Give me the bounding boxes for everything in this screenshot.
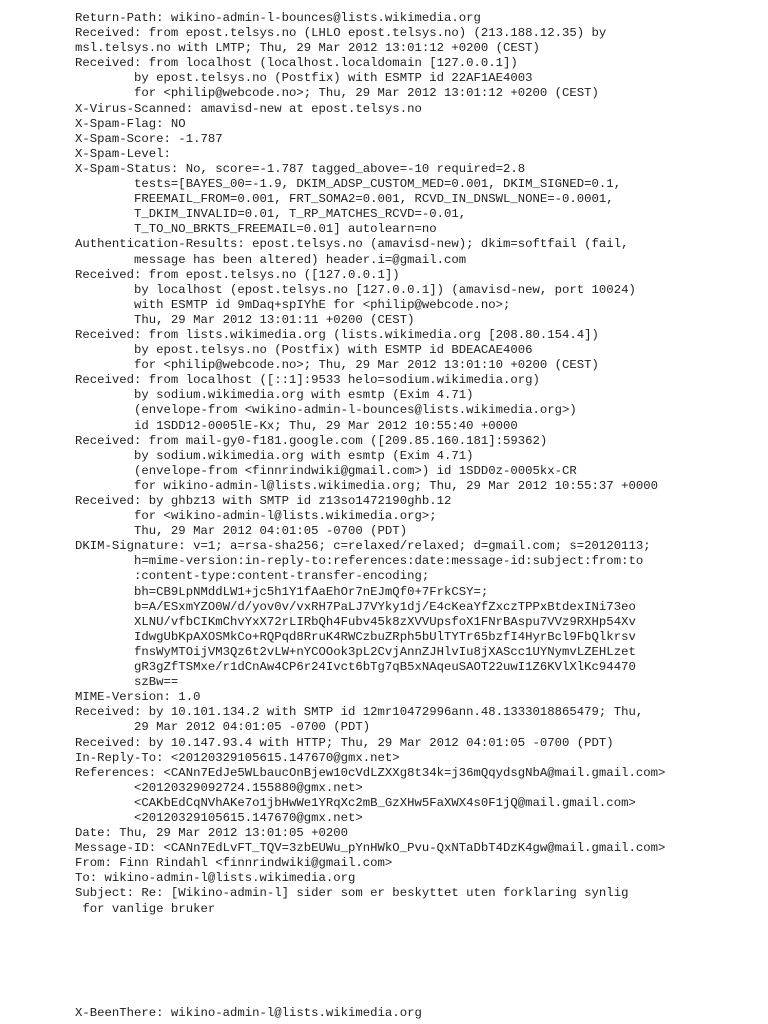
email-header-line: for <philip@webcode.no>; Thu, 29 Mar 2012 13:01:10 +0200 (CEST) [75, 358, 599, 373]
email-header-line: by epost.telsys.no (Postfix) with ESMTP id 22AF1AE4003 [75, 71, 533, 86]
email-header-line: with ESMTP id 9mDaq+spIYhE for <philip@webcode.no>; [75, 297, 511, 312]
email-header-line: for <philip@webcode.no>; Thu, 29 Mar 2012 13:01:12 +0200 (CEST) [75, 86, 599, 101]
email-header-line: <20120329105615.147670@gmx.net> [75, 810, 363, 825]
email-header-line: To: wikino-admin-l@lists.wikimedia.org [75, 871, 356, 886]
email-header-line: bh=CB9LpNMddLW1+jc5h1Y1fAaEhOr7nEJmQf0+7FrkCSY=; [75, 584, 489, 599]
email-header-line: Received: by 10.147.93.4 with HTTP; Thu, 29 Mar 2012 04:01:05 -0700 (PDT) [75, 735, 614, 750]
x-beenthere-header-line: X-BeenThere: wikino-admin-l@lists.wikimedia.org [75, 1006, 422, 1020]
email-header-line: (envelope-from <wikino-admin-l-bounces@lists.wikimedia.org>) [75, 403, 577, 418]
email-header-line: In-Reply-To: <20120329105615.147670@gmx.net> [75, 750, 400, 765]
email-header-line: for wikino-admin-l@lists.wikimedia.org; Thu, 29 Mar 2012 10:55:37 +0000 [75, 478, 658, 493]
email-header-line: gR3gZfTSMxe/r1dCnAw4CP6r24Ivct6bTg7qB5xNAqeuSAOT22uwI1Z6KVlXlKc94470 [75, 660, 636, 675]
email-header-line: X-Spam-Level: [75, 146, 171, 161]
email-header-line: message has been altered) header.i=@gmail.com [75, 252, 467, 267]
email-header-line: Received: by ghbz13 with SMTP id z13so1472190ghb.12 [75, 494, 452, 508]
email-header-line: IdwgUbKpAXOSMkCo+RQPqd8RruK4RWCzbuZRph5bUlTYTr65bzfI4HyrBcl9FbQlkrsv [75, 629, 636, 644]
email-header-line: Thu, 29 Mar 2012 13:01:11 +0200 (CEST) [75, 312, 415, 327]
email-header-line: szBw== [75, 675, 179, 690]
email-header-line: id 1SDD12-0005lE-Kx; Thu, 29 Mar 2012 10:55:40 +0000 [75, 418, 518, 433]
email-header-line: Subject: Re: [Wikino-admin-l] sider som er beskyttet uten forklaring synlig [75, 886, 629, 901]
email-header-line: X-Virus-Scanned: amavisd-new at epost.telsys.no [75, 101, 422, 116]
email-header-line: Received: from mail-gy0-f181.google.com ([209.85.160.181]:59362) [75, 433, 548, 448]
email-header-line: tests=[BAYES_00=-1.9, DKIM_ADSP_CUSTOM_MED=0.001, DKIM_SIGNED=0.1, [75, 177, 622, 192]
email-header-line: X-Spam-Flag: NO [75, 116, 186, 131]
email-header-line: by epost.telsys.no (Postfix) with ESMTP id BDEACAE4006 [75, 343, 533, 358]
email-header-line: References: <CANn7EdJe5WLbaucOnBjew10cVdLZXXg8t34k=j36mQqydsgNbA@mail.gmail.com> [75, 765, 666, 780]
email-header-line: Received: from epost.telsys.no (LHLO epost.telsys.no) (213.188.12.35) by [75, 26, 607, 41]
email-header-line: <CAKbEdCqNVhAKe7o1jbHwWe1YRqXc2mB_GzXHw5FaXWX4s0F1jQ@mail.gmail.com> [75, 795, 636, 810]
email-header-line: X-Spam-Status: No, score=-1.787 tagged_above=-10 required=2.8 [75, 161, 526, 176]
email-header-line: for vanlige bruker [75, 901, 216, 916]
email-header-line: T_TO_NO_BRKTS_FREEMAIL=0.01] autolearn=no [75, 222, 437, 237]
email-header-line: Thu, 29 Mar 2012 04:01:05 -0700 (PDT) [75, 524, 408, 539]
email-header-line: fnsWyMTOijVM3Qz6t2vLW+nYCOOok3pL2CvjAnnZJHlvIu8jXAScc1UYNymvLZEHLzet [75, 644, 636, 659]
email-header-line: by sodium.wikimedia.org with esmtp (Exim 4.71) [75, 448, 474, 463]
email-header-line: FREEMAIL_FROM=0.001, FRT_SOMA2=0.001, RCVD_IN_DNSWL_NONE=-0.0001, [75, 192, 614, 207]
email-header-line: Received: from localhost (localhost.localdomain [127.0.0.1]) [75, 56, 518, 71]
email-header-line: DKIM-Signature: v=1; a=rsa-sha256; c=relaxed/relaxed; d=gmail.com; s=20120113; [75, 539, 651, 554]
email-header-line: T_DKIM_INVALID=0.01, T_RP_MATCHES_RCVD=-0.01, [75, 207, 467, 222]
email-header-line: <20120329092724.155880@gmx.net> [75, 780, 363, 795]
email-header-line: (envelope-from <finnrindwiki@gmail.com>) id 1SDD0z-0005kx-CR [75, 463, 577, 478]
email-header-line: Return-Path: wikino-admin-l-bounces@lists.wikimedia.org [75, 11, 481, 25]
email-header-line: h=mime-version:in-reply-to:references:date:message-id:subject:from:to [75, 554, 644, 569]
email-header-line: Authentication-Results: epost.telsys.no (amavisd-new); dkim=softfail (fail, [75, 237, 629, 252]
email-header-line: X-Spam-Score: -1.787 [75, 131, 223, 146]
email-header-line: 29 Mar 2012 04:01:05 -0700 (PDT) [75, 720, 371, 735]
email-header-line: Received: by 10.101.134.2 with SMTP id 12mr10472996ann.48.1333018865479; Thu, [75, 705, 644, 720]
email-header-line: Date: Thu, 29 Mar 2012 13:01:05 +0200 [75, 826, 349, 841]
email-header-line: Message-ID: <CANn7EdLvFT_TQV=3zbEUWu_pYnHWkO_Pvu-QxNTaDbT4DzK4gw@mail.gmail.com> [75, 841, 666, 856]
email-header-line: msl.telsys.no with LMTP; Thu, 29 Mar 2012 13:01:12 +0200 (CEST) [75, 41, 540, 56]
email-header-line: Received: from lists.wikimedia.org (lists.wikimedia.org [208.80.154.4]) [75, 327, 599, 342]
email-header-line: XLNU/vfbCIKmChvYxX72rLIRbQh4Fubv45k8zXVVUpsfoX1FNrBAspu7VVz9RXHp54Xv [75, 614, 636, 629]
email-header-line: by sodium.wikimedia.org with esmtp (Exim 4.71) [75, 388, 474, 403]
email-header-line: MIME-Version: 1.0 [75, 690, 201, 705]
email-header-line: Received: from localhost ([::1]:9533 helo=sodium.wikimedia.org) [75, 373, 540, 388]
email-header-line: b=A/ESxmYZO0W/d/yov0v/vxRH7PaLJ7VYky1dj/E4cKeaYfZxczTPPxBtdexINi73eo [75, 599, 636, 614]
email-header-line: for <wikino-admin-l@lists.wikimedia.org>; [75, 509, 437, 524]
email-header-line: by localhost (epost.telsys.no [127.0.0.1]) (amavisd-new, port 10024) [75, 282, 636, 297]
email-header-line: :content-type:content-transfer-encoding; [75, 569, 430, 584]
email-headers-block [75, 11, 665, 917]
email-header-line: Received: from epost.telsys.no ([127.0.0.1]) [75, 267, 400, 282]
email-header-line: From: Finn Rindahl <finnrindwiki@gmail.com> [75, 856, 393, 871]
